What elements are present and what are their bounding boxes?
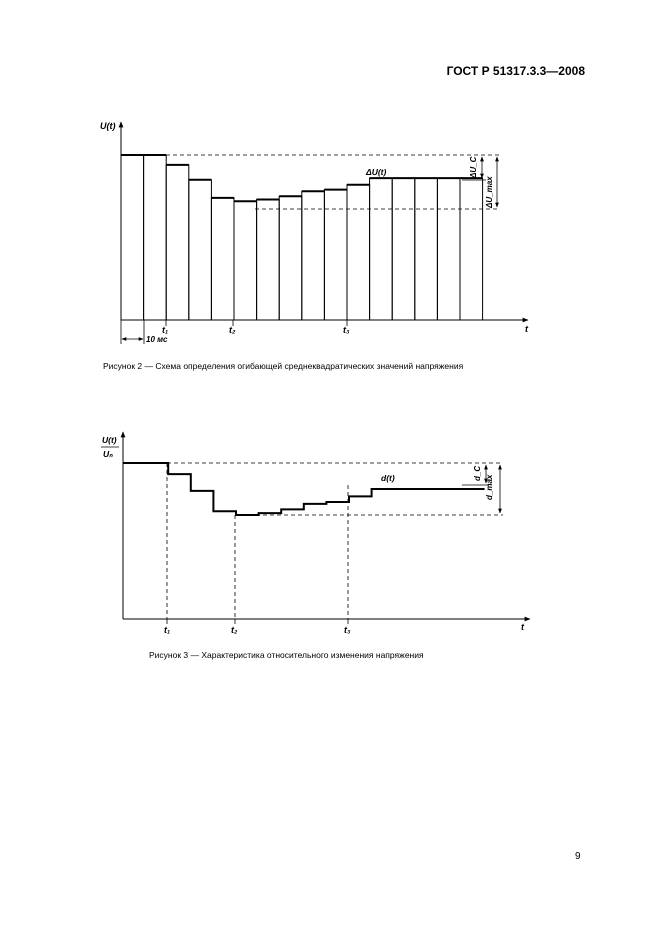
fig2-t1-label: t₁ <box>162 325 169 335</box>
fig2-bar <box>211 198 234 320</box>
fig2-x-axis-label: t <box>525 324 528 334</box>
fig3-x-axis-label: t <box>521 622 524 632</box>
fig3-y-axis-label-den: Uₙ <box>103 449 113 459</box>
fig2-bar <box>189 180 212 320</box>
fig2-bar <box>166 165 189 320</box>
fig2-curve-label: ΔU(t) <box>366 167 387 177</box>
figure-2-caption: Рисунок 2 — Схема определения огибающей среднеквадратических значений напряжения <box>103 361 464 371</box>
fig3-step-curve <box>123 463 485 515</box>
fig2-interval-label: 10 мс <box>146 335 168 344</box>
fig3-t2-label: t₂ <box>231 625 238 635</box>
fig2-bar <box>144 155 167 320</box>
fig2-bar <box>392 178 415 320</box>
page-number: 9 <box>575 851 581 862</box>
fig2-delta-umax-label: ΔU_max <box>485 176 494 208</box>
fig2-y-axis-label: U(t) <box>100 121 116 131</box>
fig2-bars <box>121 155 483 320</box>
fig3-dc-label: d_C <box>473 465 482 481</box>
figure-2 <box>100 121 529 344</box>
document-number: ГОСТ Р 51317.3.3—2008 <box>446 64 585 78</box>
fig2-bar <box>415 178 438 320</box>
figure-3 <box>101 432 530 635</box>
fig3-curve-label: d(t) <box>381 473 395 483</box>
fig2-bar <box>279 196 302 320</box>
fig3-y-axis-label-num: U(t) <box>102 435 117 445</box>
figure-3-caption: Рисунок 3 — Характеристика относительного изменения напряжения <box>149 650 424 660</box>
fig2-bar <box>234 201 257 320</box>
fig2-bar <box>437 178 460 320</box>
fig2-bar <box>370 178 393 320</box>
fig2-bar <box>121 155 144 320</box>
fig2-t3-label: t₃ <box>343 325 350 335</box>
fig2-bar <box>257 200 280 320</box>
fig3-t1-label: t₁ <box>164 625 171 635</box>
fig2-delta-uc-label: ΔU_C <box>469 156 478 178</box>
fig2-bar <box>347 185 370 320</box>
fig2-t2-label: t₂ <box>229 325 236 335</box>
fig2-bar <box>460 178 483 320</box>
fig3-dmax-label: d_max <box>485 474 494 500</box>
fig2-bar <box>302 191 325 320</box>
fig3-t3-label: t₃ <box>344 625 351 635</box>
